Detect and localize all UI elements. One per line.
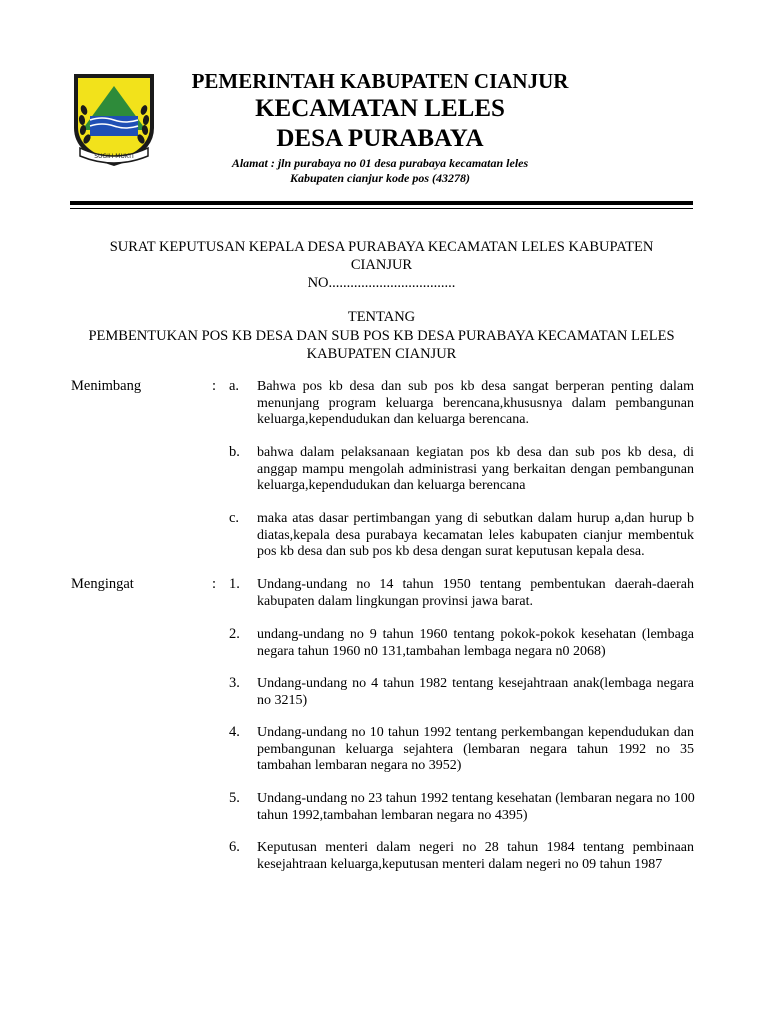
decree-title-line-2: CIANJUR <box>350 257 413 273</box>
header-divider-thin <box>70 208 693 209</box>
item-line: Undang-undang no 4 tahun 1982 tentang kesejahtraan anak(lembaga negara <box>257 676 694 691</box>
item-line: Undang-undang no 14 tahun 1950 tentang pembentukan daerah-daerah <box>257 577 694 592</box>
item-line: negara tahun 1960 n0 131,tambahan lembaga negara n0 2068) <box>257 643 606 659</box>
decree-number: NO................................... <box>307 275 456 291</box>
item-line: pos kb desa dan sub pos kb desa dengan surat keputusan kepala desa. <box>257 544 645 559</box>
regency-emblem-icon <box>70 70 158 170</box>
mengingat-item-4 <box>257 725 694 775</box>
mengingat-item-marker: 2. <box>229 626 240 642</box>
menimbang-item-marker: a. <box>229 378 240 394</box>
decree-title-line-1: SURAT KEPUTUSAN KEPALA DESA PURABAYA KECAMATAN LELES KABUPATEN <box>109 239 654 255</box>
item-line: kabupaten dalam lingkungan provinsi jawa barat. <box>257 593 534 609</box>
item-line: diatas,kepala desa purabaya kecamatan leles kabupaten cianjur membentuk <box>257 527 694 543</box>
item-line: keluarga,kependudukan dan keluarga berencana <box>257 478 526 493</box>
item-line: no 3215) <box>257 692 308 708</box>
item-line: anggap mampu mengolah administrasi yang berkaitan dengan pembangunan <box>257 461 694 477</box>
item-line: menunjang program keluarga berencana,khususnya dalam pembangunan <box>257 395 694 411</box>
item-line: undang-undang no 9 tahun 1960 tentang pokok-pokok kesehatan (lembaga <box>257 627 694 642</box>
mengingat-item-5 <box>257 791 694 824</box>
mengingat-item-marker: 5. <box>229 790 240 806</box>
header-divider-thick <box>70 201 693 205</box>
mengingat-label: Mengingat <box>71 576 134 592</box>
item-line: bahwa dalam pelaksanaan kegiatan pos kb desa dan sub pos kb desa, di <box>257 445 694 460</box>
mengingat-item-marker: 1. <box>229 576 240 592</box>
decree-subject-line-2: KABUPATEN CIANJUR <box>306 346 457 362</box>
mengingat-item-3 <box>257 676 694 709</box>
mengingat-item-2 <box>257 627 694 660</box>
item-line: pembangunan keluarga sejahtera (lembaran negara tahun 1992 no 35 <box>257 741 694 757</box>
item-line: Undang-undang no 10 tahun 1992 tentang perkembangan kependudukan dan <box>257 725 694 740</box>
item-line: Keputusan menteri dalam negeri no 28 tahun 1984 tentang pembinaan <box>257 840 694 855</box>
menimbang-item-marker: b. <box>229 444 240 460</box>
menimbang-item-a <box>257 379 694 429</box>
emblem-motto: SUGIH MUKTI <box>94 153 134 160</box>
letterhead-regency: PEMERINTAH KABUPATEN CIANJUR <box>191 69 569 93</box>
letterhead-address-1: Alamat : jln purabaya no 01 desa purabaya kecamatan leles <box>231 156 529 170</box>
menimbang-item-c <box>257 511 694 561</box>
mengingat-item-marker: 3. <box>229 675 240 691</box>
mengingat-item-marker: 6. <box>229 839 240 855</box>
letterhead-address-2: Kabupaten cianjur kode pos (43278) <box>289 171 470 185</box>
item-line: tambahan lembaran negara no 3952) <box>257 758 462 773</box>
decree-subject-line-1: PEMBENTUKAN POS KB DESA DAN SUB POS KB DESA PURABAYA KECAMATAN LELES <box>88 328 675 344</box>
decree-about-label: TENTANG <box>347 309 416 325</box>
item-line: Undang-undang no 23 tahun 1992 tentang kesehatan (lembaran negara no 100 <box>257 791 695 806</box>
mengingat-item-6 <box>257 840 694 873</box>
item-line: kesejahtraan keluarga,keputusan menteri dalam negeri no 09 tahun 1987 <box>257 856 663 872</box>
letterhead-district: KECAMATAN LELES <box>255 95 505 122</box>
mengingat-item-1 <box>257 577 694 610</box>
menimbang-colon: : <box>212 378 217 394</box>
mengingat-item-marker: 4. <box>229 724 240 740</box>
item-line: Bahwa pos kb desa dan sub pos kb desa sangat berperan penting dalam <box>257 379 694 394</box>
mengingat-colon: : <box>212 576 217 592</box>
item-line: maka atas dasar pertimbangan yang di sebutkan dalam hurup a,dan hurup b <box>257 511 694 526</box>
letterhead-village: DESA PURABAYA <box>276 125 484 152</box>
menimbang-item-marker: c. <box>229 510 240 526</box>
item-line: keluarga,kependudukan dan keluarga berencana. <box>257 412 529 427</box>
menimbang-item-b <box>257 445 694 495</box>
menimbang-label: Menimbang <box>71 378 142 394</box>
item-line: tahun 1992,tambahan lembaran negara no 4395) <box>257 807 528 823</box>
